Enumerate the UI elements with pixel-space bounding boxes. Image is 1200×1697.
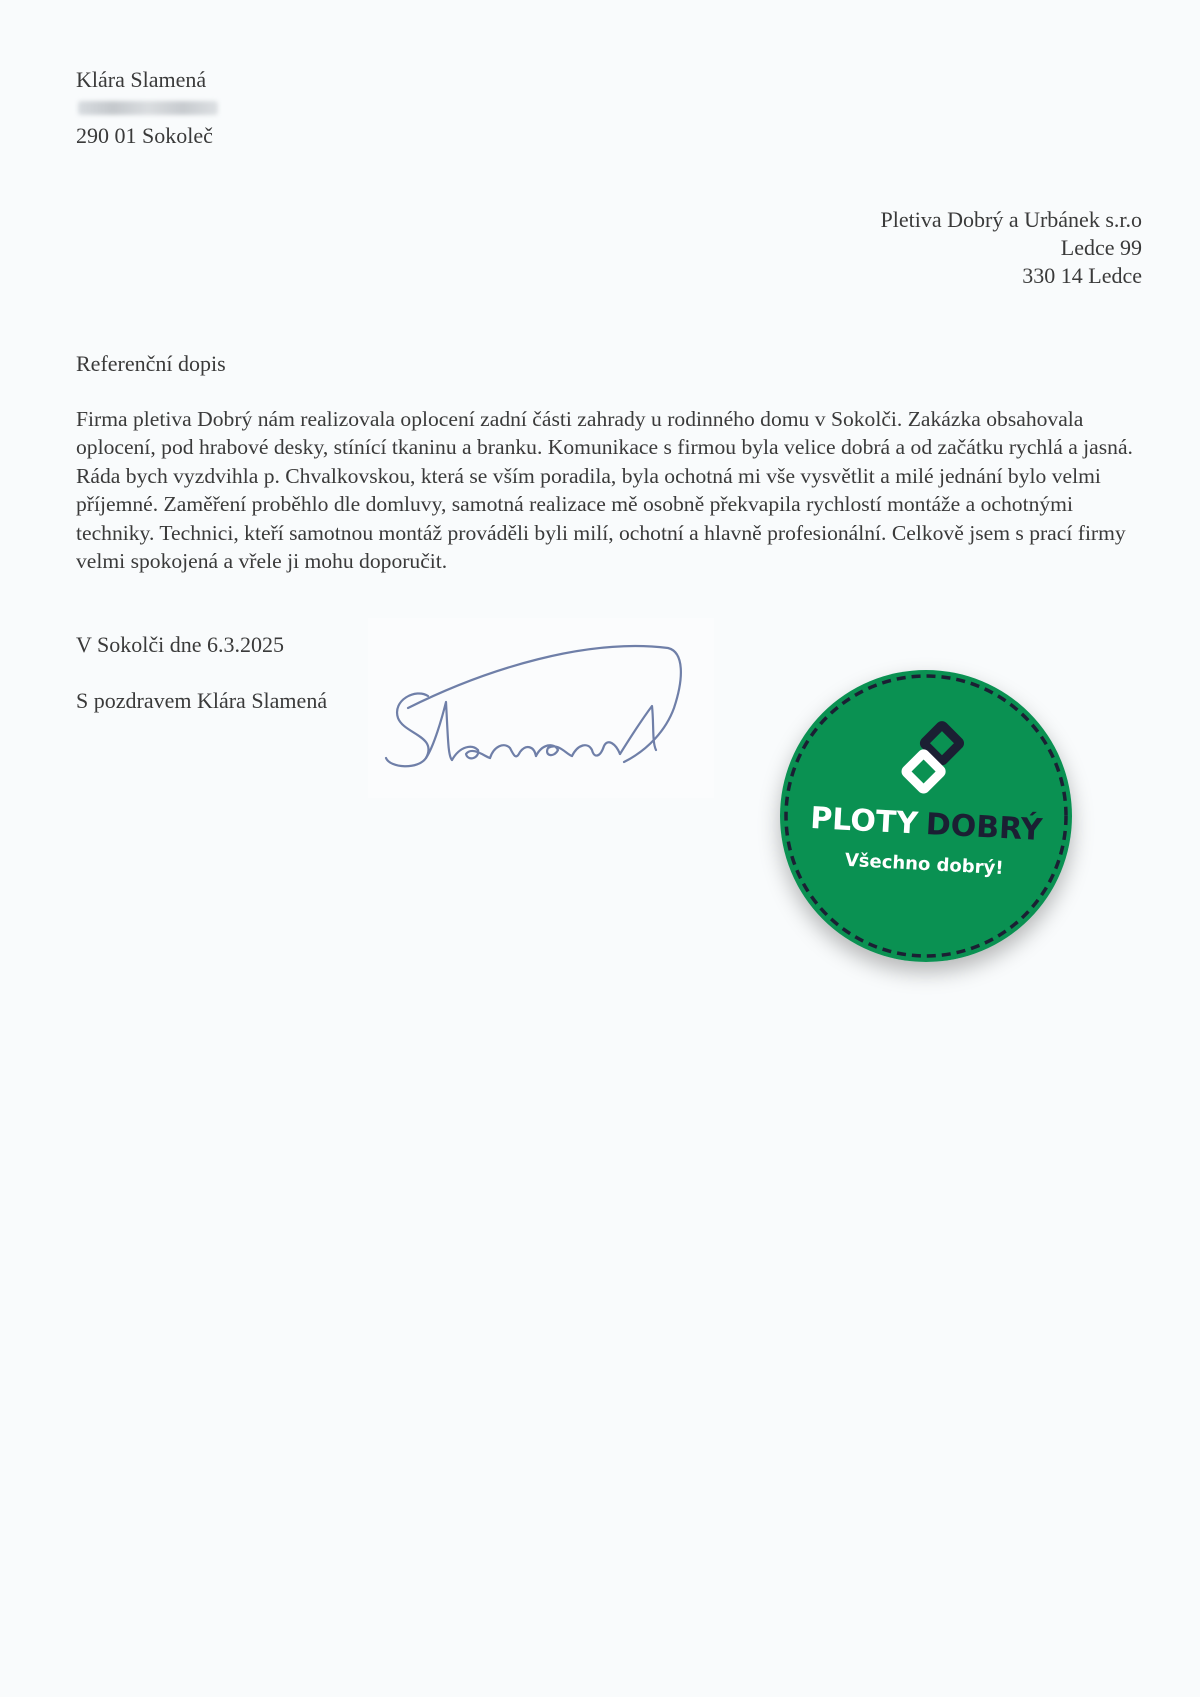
stamp-slogan: Všechno dobrý! [844, 849, 1005, 880]
handwritten-signature [368, 618, 714, 798]
brand-dobry: DOBRÝ [925, 807, 1044, 849]
sender-street-redacted [76, 94, 218, 122]
sender-address [76, 66, 218, 150]
signature-icon [368, 618, 714, 798]
recipient-address [881, 206, 1143, 290]
recipient-company: Pletiva Dobrý a Urbánek s.r.o [880, 207, 1142, 232]
signature-strokes [386, 646, 681, 766]
closing-greeting: S pozdravem Klára Slamená [76, 688, 328, 713]
redaction-blur [78, 101, 218, 115]
company-stamp [780, 670, 1072, 962]
letter-body: Firma pletiva Dobrý nám realizovala oplocení zadní části zahrady u rodinného domu v Sokolči. Zakázka obsahovala oplocení, pod hrabové desky, stínící tkaninu a branku. Komunikace s firmou byla velice dobrá a od začátku rychlá a jasná. Ráda bych vyzdvihla p. Chvalkovskou, která se vším poradila, byla ochotná mi vše vysvětlit a milé jednání bylo velmi příjemné. Zaměření proběhlo dle domluvy, samotná realizace mě osobně překvapila rychlostí montáže a ochotnými techniky. Technici, kteří samotnou montáž prováděli byli milí, ochotní a hlavně profesionální. Celkově jsem s prací firmy velmi spokojená a vřele ji mohu doporučit. [76, 407, 1133, 574]
sender-city: 290 01 Sokoleč [76, 123, 213, 148]
recipient-city: 330 14 Ledce [1022, 263, 1142, 288]
ploty-dobry-logo-icon [780, 670, 1072, 962]
sender-name: Klára Slamená [76, 67, 207, 92]
brand-ploty: PLOTY [809, 800, 919, 842]
letter-subject: Referenční dopis [76, 351, 226, 376]
place-and-date: V Sokolči dne 6.3.2025 [76, 632, 284, 657]
recipient-street: Ledce 99 [1060, 235, 1142, 260]
